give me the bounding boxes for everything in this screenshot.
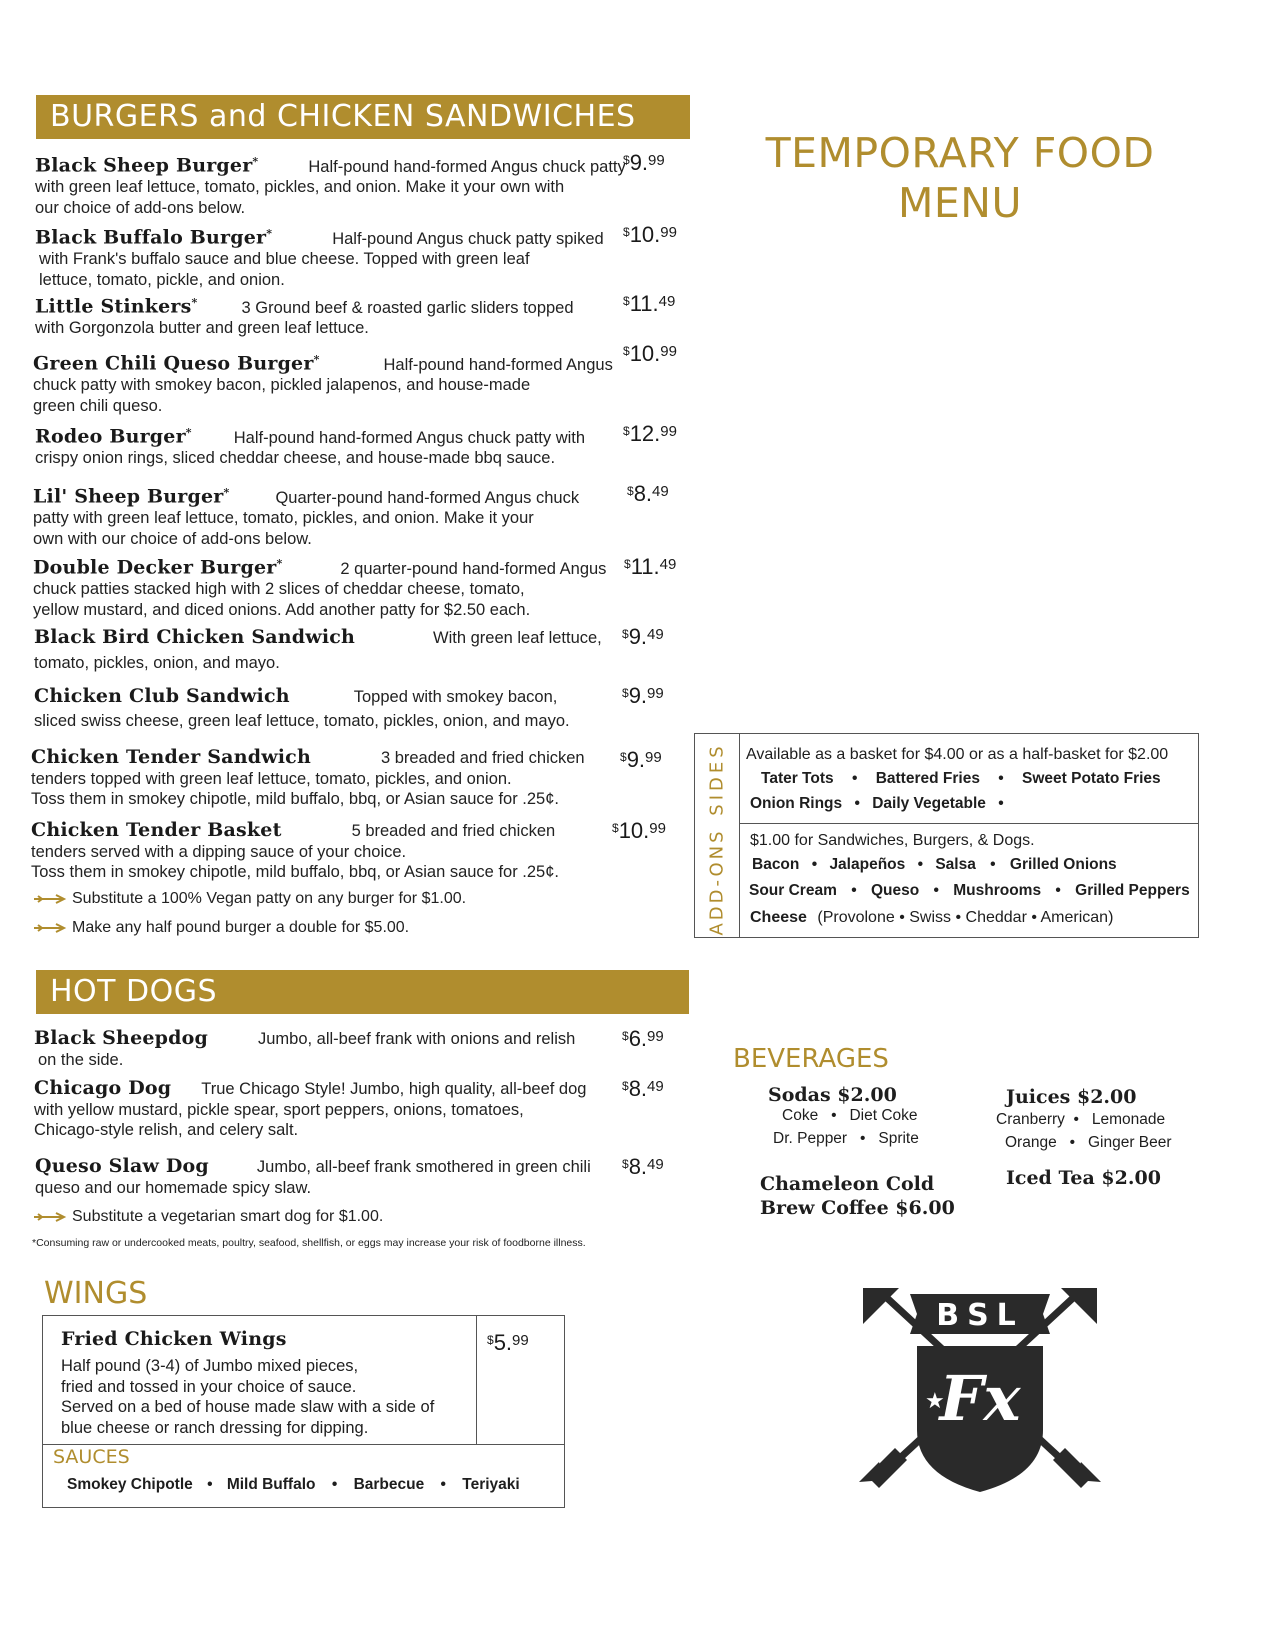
menu-item-first-line	[34, 627, 624, 649]
currency-symbol: $	[624, 557, 631, 571]
menu-item	[35, 1156, 625, 1198]
burger-note-text: Substitute a 100% Vegan patty on any burger for $1.00.	[72, 890, 467, 907]
asterisk-mark: *	[191, 296, 198, 309]
sodas-line-2: Dr. Pepper • Sprite	[773, 1130, 919, 1147]
price-cents: 99	[649, 820, 666, 837]
menu-item-first-line	[35, 293, 625, 318]
bullet: •	[207, 1476, 213, 1493]
menu-item-name: Lil' Sheep Burger	[33, 485, 224, 508]
menu-item-first-line	[33, 554, 623, 579]
side-onion-rings: Onion Rings	[750, 795, 843, 812]
menu-item-first-line	[34, 1028, 624, 1050]
menu-item-desc: tomato, pickles, onion, and mayo.	[34, 653, 280, 672]
price-whole: 8.	[628, 1076, 648, 1101]
hotdog-note	[34, 1208, 383, 1226]
menu-item-price	[623, 222, 677, 248]
sides-addons-box	[694, 733, 1199, 938]
menu-item-first-line	[35, 224, 625, 249]
addon-sour-cream: Sour Cream	[749, 882, 837, 899]
currency-symbol: $	[627, 484, 634, 498]
menu-item-desc: 3 breaded and fried chicken	[380, 749, 585, 767]
bullet: •	[854, 795, 860, 812]
menu-item	[34, 1078, 624, 1141]
menu-item-desc: patty with green leaf lettuce, tomato, pickles, and onion. Make it your	[33, 509, 534, 527]
menu-item-desc: own with our choice of add-ons below.	[33, 529, 312, 548]
arrow-icon	[34, 890, 72, 908]
menu-item-desc: queso and our homemade spicy slaw.	[35, 1178, 312, 1197]
bsl-logo	[855, 1280, 1105, 1510]
menu-item-desc: our choice of add-ons below.	[35, 198, 246, 217]
menu-item-first-line	[34, 1078, 624, 1100]
menu-item-desc: tenders topped with green leaf lettuce, tomato, pickles, and onion.	[31, 769, 512, 788]
bullet: •	[1055, 882, 1061, 899]
menu-item-desc: lettuce, tomato, pickle, and onion.	[39, 270, 285, 289]
price-whole: 8.	[633, 481, 653, 506]
menu-item-desc: Toss them in smokey chipotle, mild buffalo, bbq, or Asian sauce for .25¢.	[31, 863, 559, 881]
sides-vertical-label: SIDES	[706, 742, 728, 816]
arrow-icon	[34, 1208, 72, 1226]
menu-item-first-line	[33, 483, 623, 508]
menu-item	[35, 293, 625, 339]
price-whole: 9.	[628, 624, 648, 649]
menu-item-first-line	[35, 423, 625, 448]
sides-intro: Available as a basket for $4.00 or as a half-basket for $2.00	[746, 746, 1169, 763]
price-whole: 6.	[628, 1026, 648, 1051]
coffee-line-1: Chameleon Cold	[760, 1173, 935, 1195]
menu-item-first-line	[34, 686, 624, 708]
menu-item-desc: 2 quarter-pound hand-formed Angus	[340, 559, 607, 578]
side-daily-vegetable: Daily Vegetable	[872, 795, 986, 812]
menu-item-price	[624, 554, 676, 580]
asterisk-mark: *	[276, 557, 283, 570]
menu-item-desc: Quarter-pound hand-formed Angus chuck	[275, 488, 580, 507]
bullet: •	[917, 856, 923, 873]
menu-item-name: Chicken Club Sandwich	[34, 685, 290, 707]
menu-item-name: Black Sheepdog	[34, 1027, 208, 1049]
currency-symbol: $	[487, 1333, 494, 1347]
menu-item-desc: with Frank's buffalo sauce and blue cheese. Topped with green leaf	[39, 250, 530, 268]
menu-item-first-line	[31, 747, 621, 769]
sodas-line-1: Coke • Diet Coke	[782, 1107, 918, 1124]
menu-item-first-line	[31, 820, 621, 842]
menu-item-desc: green chili queso.	[33, 396, 163, 415]
addon-cheese-label: Cheese	[750, 909, 807, 926]
sauce-mild-buffalo: Mild Buffalo	[226, 1476, 316, 1493]
currency-symbol: $	[623, 153, 630, 167]
currency-symbol: $	[612, 821, 619, 835]
menu-item-desc: Jumbo, all-beef frank with onions and relish	[257, 1030, 576, 1048]
wings-item-name: Fried Chicken Wings	[61, 1328, 287, 1350]
menu-item-desc: Chicago-style relish, and celery salt.	[34, 1121, 299, 1139]
price-whole: 10.	[629, 222, 661, 247]
menu-item-first-line	[33, 350, 623, 375]
juices-line-1: Cranberry • Lemonade	[996, 1111, 1166, 1128]
menu-item-desc: True Chicago Style! Jumbo, high quality, all-beef dog	[201, 1080, 587, 1098]
sides-addons-divider-v	[739, 734, 740, 937]
addon-mushrooms: Mushrooms	[953, 882, 1042, 899]
price-whole: 9.	[628, 683, 648, 708]
menu-item-name: Rodeo Burger	[35, 425, 186, 448]
price-cents: 99	[660, 423, 677, 440]
menu-item-desc: Half-pound Angus chuck patty spiked	[332, 229, 604, 248]
menu-item-desc: with green leaf lettuce, tomato, pickles, and onion. Make it your own with	[35, 178, 565, 196]
price-whole: 12.	[629, 421, 661, 446]
addon-jalapenos: Jalapeños	[829, 856, 906, 873]
menu-item-desc: sliced swiss cheese, green leaf lettuce, tomato, pickles, onion, and mayo.	[34, 711, 570, 730]
price-cents: 49	[647, 1078, 664, 1095]
logo-text: BSL	[936, 1298, 1024, 1333]
price-cents: 49	[647, 1156, 664, 1173]
price-whole: 9.	[626, 747, 646, 772]
menu-item-price	[612, 818, 666, 844]
menu-item-desc: on the side.	[38, 1050, 124, 1069]
burger-note-vegan	[34, 890, 466, 908]
menu-item-desc: Toss them in smokey chipotle, mild buffalo, bbq, or Asian sauce for .25¢.	[31, 790, 559, 808]
price-whole: 9.	[629, 150, 649, 175]
burger-note-text: Make any half pound burger a double for $5.00.	[72, 919, 410, 936]
addon-queso: Queso	[870, 882, 920, 899]
arrow-icon	[34, 919, 72, 937]
menu-item-price	[622, 624, 664, 650]
menu-item-name: Black Bird Chicken Sandwich	[34, 626, 356, 648]
wings-item-desc	[61, 1356, 434, 1438]
price-cents: 99	[648, 152, 665, 169]
currency-symbol: $	[623, 225, 630, 239]
menu-item-price	[623, 150, 665, 176]
menu-item-name: Little Stinkers	[35, 295, 192, 318]
side-sweet-potato-fries: Sweet Potato Fries	[1022, 770, 1161, 787]
menu-item-desc: With green leaf lettuce,	[433, 629, 602, 647]
burger-note-double	[34, 919, 409, 937]
menu-item	[35, 224, 625, 290]
currency-symbol: $	[622, 627, 629, 641]
menu-item-price	[623, 421, 677, 447]
addons-row-2	[749, 882, 1190, 900]
bullet: •	[331, 1476, 338, 1493]
menu-item-price	[622, 683, 664, 709]
sides-row-2	[750, 795, 1012, 813]
menu-item-price	[622, 1026, 664, 1052]
addons-row-1	[752, 856, 1117, 874]
addon-salsa: Salsa	[935, 856, 976, 873]
menu-item-desc: Half-pound hand-formed Angus chuck patty with	[233, 428, 586, 447]
sides-row-1	[761, 770, 1161, 788]
menu-item-desc: chuck patty with smokey bacon, pickled jalapenos, and house-made	[33, 376, 531, 394]
wings-box	[42, 1315, 565, 1508]
menu-item-name: Double Decker Burger	[33, 556, 277, 579]
currency-symbol: $	[620, 750, 627, 764]
addons-cheese-row	[750, 909, 1113, 927]
asterisk-mark: *	[223, 486, 230, 499]
burgers-section-header: BURGERS and CHICKEN SANDWICHES	[36, 95, 690, 139]
bullet: •	[851, 770, 858, 787]
menu-item	[35, 423, 625, 469]
menu-item	[33, 554, 623, 620]
juices-title: Juices $2.00	[1006, 1086, 1137, 1108]
price-cents: 49	[647, 626, 664, 643]
price-whole: 11.	[629, 291, 659, 316]
logo-monogram: Fx	[939, 1362, 1021, 1435]
currency-symbol: $	[623, 344, 630, 358]
menu-item-first-line	[35, 1156, 625, 1178]
addon-cheese-options: (Provolone • Swiss • Cheddar • American)	[817, 909, 1114, 926]
price-whole: 10.	[629, 341, 661, 366]
wings-header: WINGS	[44, 1276, 148, 1311]
addon-grilled-onions: Grilled Onions	[1009, 856, 1117, 873]
price-cents: 99	[645, 749, 662, 766]
menu-item	[34, 686, 624, 731]
price-whole: 8.	[628, 1154, 648, 1179]
bullet: •	[990, 856, 996, 873]
price-whole: 10.	[618, 818, 650, 843]
menu-item-desc: chuck patties stacked high with 2 slices of cheddar cheese, tomato,	[33, 580, 525, 598]
menu-item-price	[623, 341, 677, 367]
addons-vertical-label: ADD-ONS	[706, 828, 728, 936]
currency-symbol: $	[622, 1029, 629, 1043]
menu-item-name: Black Sheep Burger	[35, 154, 253, 177]
menu-item	[35, 152, 625, 218]
menu-item	[34, 627, 624, 673]
hotdogs-section-header: HOT DOGS	[36, 970, 689, 1014]
menu-item-price	[622, 1154, 664, 1180]
menu-item-first-line	[35, 152, 625, 177]
menu-item-desc: Half-pound hand-formed Angus	[383, 355, 613, 374]
menu-item-name: Chicago Dog	[34, 1077, 172, 1099]
price-cents: 49	[658, 293, 676, 310]
menu-item	[34, 1028, 624, 1070]
menu-item	[33, 483, 623, 549]
price-cents: 99	[512, 1332, 529, 1349]
asterisk-mark: *	[266, 227, 273, 240]
sodas-title: Sodas $2.00	[768, 1084, 897, 1106]
menu-item-desc: crispy onion rings, sliced cheddar cheese, and house-made bbq sauce.	[35, 449, 556, 467]
sauces-row	[67, 1476, 520, 1494]
price-whole: 5.	[493, 1330, 513, 1355]
asterisk-mark: *	[185, 426, 192, 439]
iced-tea: Iced Tea $2.00	[1006, 1167, 1161, 1189]
currency-symbol: $	[623, 424, 630, 438]
price-cents: 99	[660, 343, 677, 360]
menu-item-name: Chicken Tender Sandwich	[31, 746, 311, 768]
bullet: •	[998, 795, 1004, 812]
wings-desc-line: blue cheese or ranch dressing for dipping.	[61, 1418, 369, 1437]
beverages-header: BEVERAGES	[733, 1044, 889, 1074]
menu-item-price	[622, 1076, 664, 1102]
menu-item-desc: yellow mustard, and diced onions. Add another patty for $2.50 each.	[33, 600, 531, 619]
bullet: •	[851, 882, 857, 899]
menu-item-desc: Half-pound hand-formed Angus chuck patty	[308, 157, 626, 176]
wings-desc-line: fried and tossed in your choice of sauce.	[61, 1377, 357, 1396]
currency-symbol: $	[622, 1079, 629, 1093]
sauce-smokey-chipotle: Smokey Chipotle	[67, 1476, 193, 1493]
sauces-header: SAUCES	[53, 1446, 130, 1468]
price-cents: 99	[647, 685, 664, 702]
menu-title-line1: TEMPORARY FOOD	[765, 129, 1155, 177]
menu-item-desc: 3 Ground beef & roasted garlic sliders topped	[241, 298, 574, 317]
price-cents: 99	[647, 1028, 664, 1045]
hotdog-note-text: Substitute a vegetarian smart dog for $1.00.	[72, 1208, 384, 1225]
menu-item	[31, 820, 621, 883]
menu-item	[33, 350, 623, 416]
menu-item-price	[620, 747, 662, 773]
price-whole: 11.	[630, 554, 660, 579]
menu-item-name: Green Chili Queso Burger	[33, 352, 314, 375]
menu-item-name: Chicken Tender Basket	[31, 819, 282, 841]
foodborne-disclaimer: *Consuming raw or undercooked meats, poultry, seafood, shellfish, or eggs may increase your risk of foodborne illness.	[32, 1237, 586, 1249]
price-cents: 99	[660, 224, 677, 241]
sauce-teriyaki: Teriyaki	[462, 1476, 520, 1493]
logo-star-icon: ★	[925, 1388, 945, 1413]
menu-title-line2: MENU	[898, 179, 1022, 227]
wings-desc-line: Half pound (3-4) of Jumbo mixed pieces,	[61, 1357, 359, 1375]
currency-symbol: $	[623, 294, 630, 308]
asterisk-mark: *	[252, 155, 259, 168]
price-cents: 49	[652, 483, 669, 500]
menu-title	[740, 128, 1180, 228]
menu-item-price	[623, 291, 675, 317]
menu-item-desc: 5 breaded and fried chicken	[351, 822, 556, 840]
asterisk-mark: *	[313, 353, 320, 366]
sauce-barbecue: Barbecue	[353, 1476, 425, 1493]
menu-item-desc: with Gorgonzola butter and green leaf lettuce.	[35, 319, 369, 337]
side-battered-fries: Battered Fries	[875, 770, 980, 787]
addon-grilled-peppers: Grilled Peppers	[1075, 882, 1190, 899]
bullet: •	[811, 856, 818, 873]
wings-desc-line: Served on a bed of house made slaw with a side of	[61, 1398, 435, 1416]
menu-item-desc: Jumbo, all-beef frank smothered in green chili	[256, 1158, 591, 1176]
menu-item	[31, 747, 621, 810]
juices-line-2: Orange • Ginger Beer	[1005, 1134, 1172, 1151]
bullet: •	[998, 770, 1004, 787]
wings-price	[487, 1330, 529, 1356]
menu-item-name: Black Buffalo Burger	[35, 226, 267, 249]
menu-item-desc: with yellow mustard, pickle spear, sport peppers, onions, tomatoes,	[34, 1100, 524, 1119]
side-tater-tots: Tater Tots	[761, 770, 834, 787]
currency-symbol: $	[622, 1157, 629, 1171]
coffee-line-2: Brew Coffee $6.00	[760, 1197, 955, 1219]
menu-item-desc: Topped with smokey bacon,	[353, 688, 558, 706]
menu-item-name: Queso Slaw Dog	[35, 1155, 209, 1177]
price-cents: 49	[659, 556, 677, 573]
currency-symbol: $	[622, 686, 629, 700]
wings-price-divider	[476, 1316, 477, 1444]
bullet: •	[440, 1476, 446, 1493]
sides-addons-divider-h	[739, 823, 1199, 824]
bullet: •	[933, 882, 939, 899]
menu-item-desc: tenders served with a dipping sauce of your choice.	[31, 842, 407, 861]
menu-item-price	[627, 481, 669, 507]
addons-intro: $1.00 for Sandwiches, Burgers, & Dogs.	[750, 832, 1035, 849]
addon-bacon: Bacon	[752, 856, 800, 873]
